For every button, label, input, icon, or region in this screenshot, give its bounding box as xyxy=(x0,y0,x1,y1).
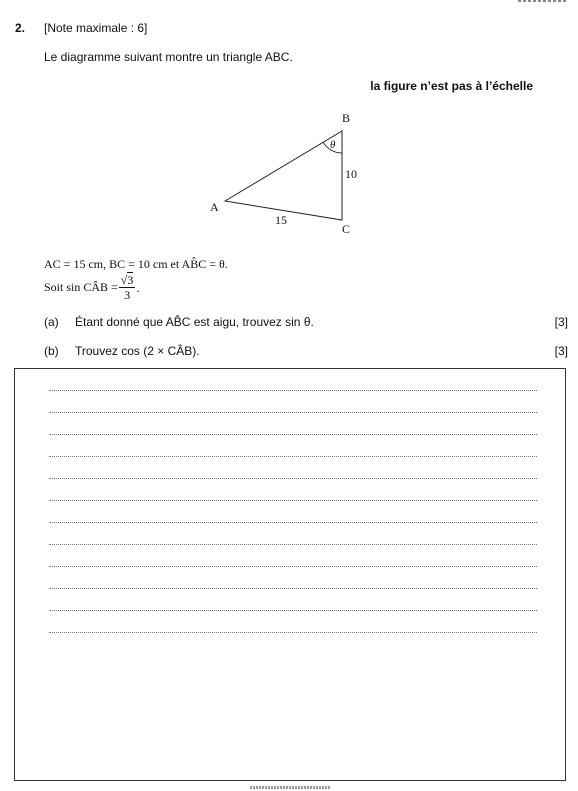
given-sine xyxy=(44,274,140,301)
answer-line[interactable] xyxy=(49,434,537,435)
side-label-ac: 15 xyxy=(275,213,287,227)
answer-line[interactable] xyxy=(49,588,537,589)
part-b-text: Trouvez cos (2 × CÂB). xyxy=(75,344,200,358)
max-marks-note: [Note maximale : 6] xyxy=(44,21,148,35)
triangle-diagram xyxy=(0,0,578,250)
vertex-label-b: B xyxy=(342,111,351,125)
answer-line[interactable] xyxy=(49,544,537,545)
part-b-label: (b) xyxy=(44,344,59,358)
vertex-label-a: A xyxy=(210,200,219,214)
answer-line[interactable] xyxy=(49,610,537,611)
angle-label-theta: θ xyxy=(330,139,336,151)
question-intro: Le diagramme suivant montre un triangle ABC. xyxy=(44,50,293,64)
footer-barcode xyxy=(250,786,330,789)
vertex-label-c: C xyxy=(342,222,351,236)
sine-suffix: . xyxy=(136,280,140,295)
part-a-label: (a) xyxy=(44,315,59,329)
answer-line[interactable] xyxy=(49,478,537,479)
answer-line[interactable] xyxy=(49,566,537,567)
sine-denominator: 3 xyxy=(124,288,131,302)
answer-line[interactable] xyxy=(49,456,537,457)
sine-numerator: √3 xyxy=(120,273,134,287)
scale-note: la figure n’est pas à l’échelle xyxy=(370,79,533,93)
question-number: 2. xyxy=(15,21,26,35)
answer-line[interactable] xyxy=(49,412,537,413)
answer-line[interactable] xyxy=(49,500,537,501)
part-a-marks: [3] xyxy=(554,315,568,329)
side-label-bc: 10 xyxy=(345,167,357,181)
answer-line[interactable] xyxy=(49,632,537,633)
sine-numerator-value: 3 xyxy=(127,273,134,287)
given-measurements: AC = 15 cm, BC = 10 cm et AB̂C = θ. xyxy=(44,257,228,271)
answer-line[interactable] xyxy=(49,522,537,523)
answer-box[interactable] xyxy=(14,368,566,781)
sine-fraction xyxy=(119,274,136,301)
sine-prefix: Soit sin CÂB = xyxy=(44,280,118,294)
part-a-text: Étant donné que AB̂C est aigu, trouvez sin θ. xyxy=(75,315,314,329)
part-b-marks: [3] xyxy=(554,344,568,358)
answer-line[interactable] xyxy=(49,390,537,391)
